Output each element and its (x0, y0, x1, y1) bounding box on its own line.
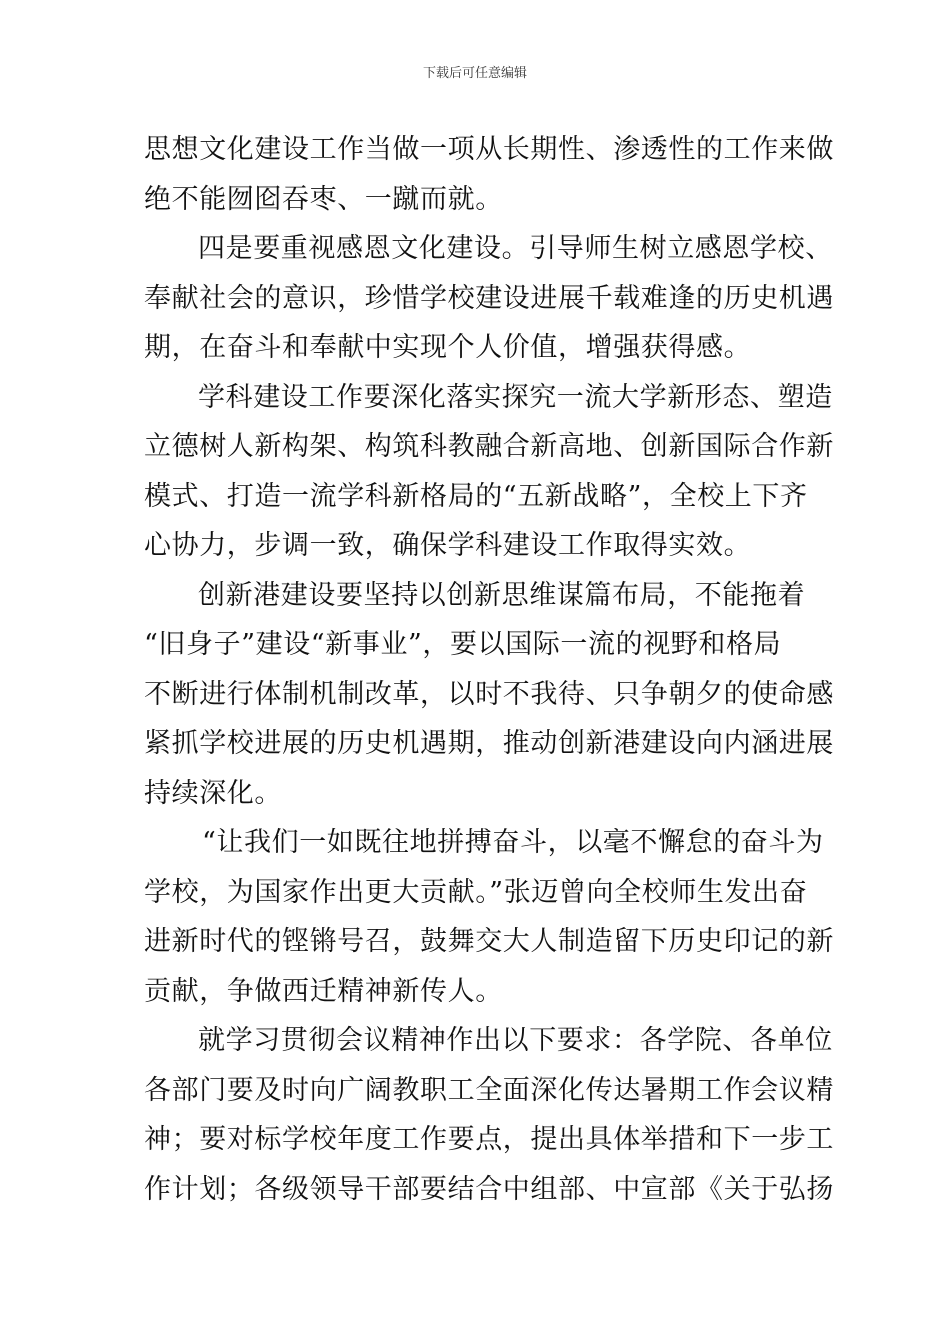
text-line: 心协力，步调一致，确保学科建设工作取得实效。 (144, 530, 752, 561)
paragraph-start-line: “让我们一如既往地拼搏奋斗，以毫不懈怠的奋斗为 (202, 827, 824, 858)
paragraph-start-line: 就学习贯彻会议精神作出以下要求：各学院、各单位 (198, 1025, 833, 1056)
text-line: 持续深化。 (144, 777, 282, 809)
paragraph-start-line: 学科建设工作要深化落实探究一流大学新形态、塑造 (198, 381, 833, 413)
text-line: 不断进行体制机制改革，以时不我待、只争朝夕的使命感 (144, 678, 834, 710)
paragraph-start-line: 四是要重视感恩文化建设。引导师生树立感恩学校、 (198, 233, 833, 264)
text-line: 神；要对标学校年度工作要点，提出具体举措和下一步工 (144, 1124, 834, 1155)
document-body (144, 125, 834, 1214)
text-line: “旧身子”建设“新事业”，要以国际一流的视野和格局 (144, 629, 782, 660)
text-line: 奉献社会的意识，珍惜学校建设进展千载难逢的历史机遇 (144, 282, 834, 314)
text-line: 紧抓学校进展的历史机遇期，推动创新港建设向内涵进展 (144, 728, 834, 759)
text-line: 进新时代的铿锵号召，鼓舞交大人制造留下历史印记的新 (144, 926, 834, 957)
text-line: 绝不能囫囵吞枣、一蹴而就。 (144, 183, 503, 215)
text-line: 贡献，争做西迁精神新传人。 (144, 975, 503, 1007)
text-line: 思想文化建设工作当做一项从长期性、渗透性的工作来做 (144, 134, 834, 165)
text-line: 期，在奋斗和奉献中实现个人价值，增强获得感。 (144, 332, 752, 363)
paragraph-start-line: 创新港建设要坚持以创新思维谋篇布局，不能拖着 (198, 579, 806, 611)
page-header: 下载后可任意编辑 (422, 66, 527, 81)
text-line: 各部门要及时向广阔教职工全面深化传达暑期工作会议精 (144, 1074, 834, 1106)
text-line: 模式、打造一流学科新格局的“五新战略”，全校上下齐 (144, 480, 808, 512)
text-line: 学校，为国家作出更大贡献。”张迈曾向全校师生发出奋 (144, 876, 808, 908)
text-line: 立德树人新构架、构筑科教融合新高地、创新国际合作新 (144, 431, 834, 462)
text-line: 作计划；各级领导干部要结合中组部、中宣部《关于弘扬 (144, 1173, 834, 1205)
